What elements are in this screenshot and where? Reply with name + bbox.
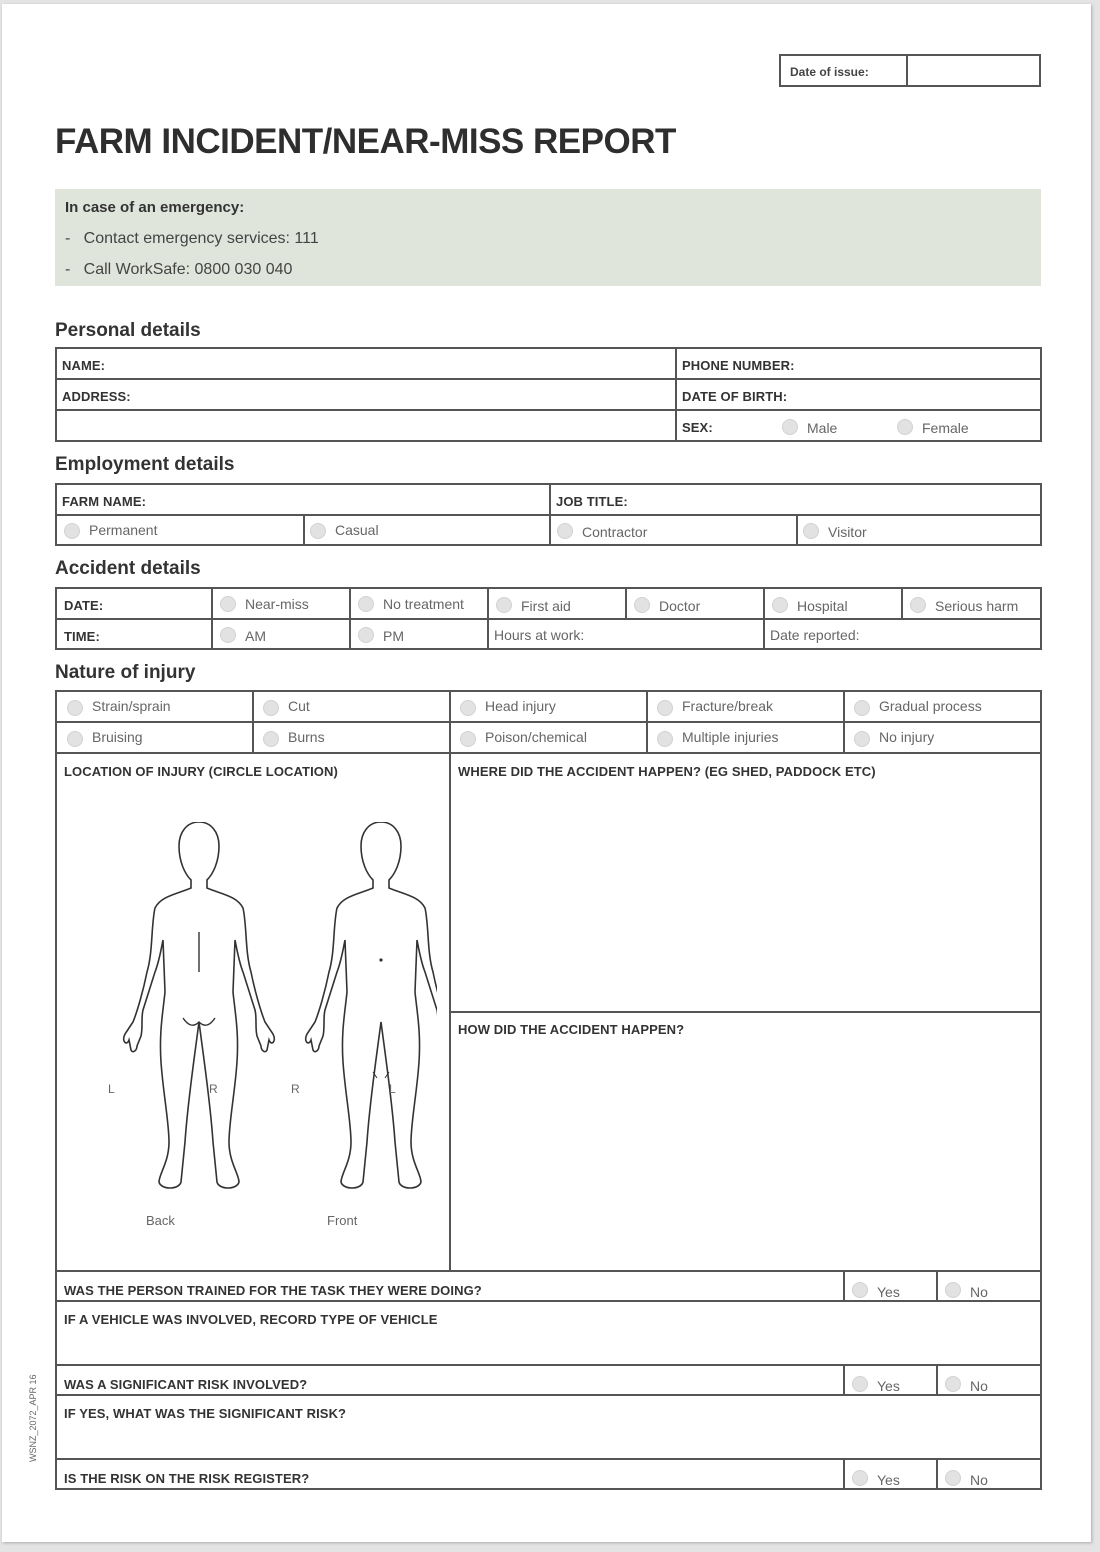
vehicle-question-label: IF A VEHICLE WAS INVOLVED, RECORD TYPE OF VEHICLE (64, 1312, 438, 1327)
permanent-label: Permanent (89, 522, 158, 538)
no-injury-label: No injury (879, 729, 935, 745)
back-left-marker: L (108, 1082, 115, 1096)
contractor-label: Contractor (582, 524, 648, 540)
hospital-label: Hospital (797, 598, 848, 614)
accident-details-table (55, 587, 1042, 650)
sex-female-radio[interactable] (897, 419, 913, 435)
sex-male-radio[interactable] (782, 419, 798, 435)
trained-yes-label: Yes (877, 1284, 900, 1300)
casual-radio[interactable] (310, 523, 326, 539)
near-miss-label: Near-miss (245, 596, 309, 612)
no-treatment-radio[interactable] (358, 596, 374, 612)
doctor-label: Doctor (659, 598, 701, 614)
farm-name-label: FARM NAME: (62, 494, 147, 509)
first-aid-label: First aid (521, 598, 571, 614)
register-no-label: No (970, 1472, 988, 1488)
hospital-radio[interactable] (772, 597, 788, 613)
emergency-line-2: - Call WorkSafe: 0800 030 040 (65, 261, 293, 278)
how-accident-field[interactable] (458, 1044, 1028, 1260)
am-label: AM (245, 628, 266, 644)
am-radio[interactable] (220, 627, 236, 643)
gradual-process-label: Gradual process (879, 698, 982, 714)
first-aid-radio[interactable] (496, 597, 512, 613)
date-reported-label: Date reported: (770, 627, 860, 643)
register-no-radio[interactable] (945, 1470, 961, 1486)
body-diagram[interactable] (77, 822, 437, 1242)
gradual-process-radio[interactable] (854, 700, 870, 716)
front-left-marker: L (389, 1082, 396, 1096)
where-accident-field[interactable] (458, 787, 1028, 1002)
pm-label: PM (383, 628, 404, 644)
permanent-radio[interactable] (64, 523, 80, 539)
trained-no-radio[interactable] (945, 1282, 961, 1298)
location-of-injury-label: LOCATION OF INJURY (CIRCLE LOCATION) (64, 764, 338, 779)
name-field[interactable] (117, 353, 667, 375)
document-code: WSNZ_2072_APR 16 (28, 1374, 38, 1462)
accident-details-heading: Accident details (55, 558, 201, 579)
burns-radio[interactable] (263, 731, 279, 747)
trained-yes-radio[interactable] (852, 1282, 868, 1298)
personal-details-heading: Personal details (55, 320, 201, 341)
trained-question-label: WAS THE PERSON TRAINED FOR THE TASK THEY WERE DOING? (64, 1283, 482, 1298)
emergency-panel (55, 189, 1041, 286)
nature-of-injury-table (55, 690, 1042, 1490)
serious-harm-radio[interactable] (910, 597, 926, 613)
vehicle-field[interactable] (64, 1332, 1029, 1358)
address-field-line-2[interactable] (62, 415, 667, 437)
head-injury-label: Head injury (485, 698, 556, 714)
nature-of-injury-heading: Nature of injury (55, 662, 196, 683)
front-caption: Front (327, 1213, 358, 1228)
date-of-issue-label: Date of issue: (790, 65, 869, 79)
serious-harm-label: Serious harm (935, 598, 1019, 614)
employment-details-table (55, 483, 1042, 546)
risk-yes-label: Yes (877, 1378, 900, 1394)
date-of-issue-box (779, 54, 1041, 87)
hours-at-work-label: Hours at work: (494, 627, 585, 643)
poison-chemical-radio[interactable] (460, 731, 476, 747)
bruising-label: Bruising (92, 729, 143, 745)
personal-details-table (55, 347, 1042, 442)
fracture-break-label: Fracture/break (682, 698, 774, 714)
dob-label: DATE OF BIRTH: (682, 389, 788, 404)
job-title-field[interactable] (647, 489, 1032, 511)
emergency-line-1: - Contact emergency services: 111 (65, 230, 319, 247)
back-figure (124, 822, 275, 1188)
dob-field[interactable] (817, 384, 1032, 406)
risk-what-field[interactable] (64, 1426, 1029, 1452)
register-yes-label: Yes (877, 1472, 900, 1488)
sex-label: SEX: (682, 420, 713, 435)
bruising-radio[interactable] (67, 731, 83, 747)
address-label: ADDRESS: (62, 389, 131, 404)
sex-female-label: Female (922, 420, 969, 436)
register-yes-radio[interactable] (852, 1470, 868, 1486)
multiple-injuries-radio[interactable] (657, 731, 673, 747)
pm-radio[interactable] (358, 627, 374, 643)
fracture-break-radio[interactable] (657, 700, 673, 716)
no-treatment-label: No treatment (383, 596, 464, 612)
multiple-injuries-label: Multiple injuries (682, 729, 779, 745)
front-right-marker: R (291, 1082, 300, 1096)
visitor-label: Visitor (828, 524, 867, 540)
burns-label: Burns (288, 729, 325, 745)
farm-name-field[interactable] (162, 489, 542, 511)
doctor-radio[interactable] (634, 597, 650, 613)
date-label: DATE: (64, 598, 104, 613)
register-question-label: IS THE RISK ON THE RISK REGISTER? (64, 1471, 310, 1486)
cut-label: Cut (288, 698, 310, 714)
strain-sprain-label: Strain/sprain (92, 698, 171, 714)
employment-details-heading: Employment details (55, 454, 235, 475)
cut-radio[interactable] (263, 700, 279, 716)
how-accident-label: HOW DID THE ACCIDENT HAPPEN? (458, 1022, 685, 1037)
risk-no-radio[interactable] (945, 1376, 961, 1392)
name-label: NAME: (62, 358, 106, 373)
where-accident-label: WHERE DID THE ACCIDENT HAPPEN? (EG SHED, PADDOCK ETC) (458, 764, 876, 779)
head-injury-radio[interactable] (460, 700, 476, 716)
visitor-radio[interactable] (803, 523, 819, 539)
front-figure (306, 822, 437, 1188)
risk-question-label: WAS A SIGNIFICANT RISK INVOLVED? (64, 1377, 308, 1392)
back-caption: Back (146, 1213, 175, 1228)
phone-field[interactable] (817, 353, 1032, 375)
back-right-marker: R (209, 1082, 218, 1096)
poison-chemical-label: Poison/chemical (485, 729, 587, 745)
strain-sprain-radio[interactable] (67, 700, 83, 716)
form-page (2, 4, 1091, 1542)
date-of-issue-field[interactable] (913, 60, 1033, 82)
job-title-label: JOB TITLE: (556, 494, 628, 509)
time-label: TIME: (64, 629, 100, 644)
sex-male-label: Male (807, 420, 838, 436)
emergency-heading: In case of an emergency: (65, 199, 245, 216)
no-injury-radio[interactable] (854, 731, 870, 747)
risk-what-label: IF YES, WHAT WAS THE SIGNIFICANT RISK? (64, 1406, 347, 1421)
near-miss-radio[interactable] (220, 596, 236, 612)
trained-no-label: No (970, 1284, 988, 1300)
phone-label: PHONE NUMBER: (682, 358, 795, 373)
casual-label: Casual (335, 522, 379, 538)
contractor-radio[interactable] (557, 523, 573, 539)
risk-yes-radio[interactable] (852, 1376, 868, 1392)
page-title: FARM INCIDENT/NEAR-MISS REPORT (55, 122, 676, 161)
address-field[interactable] (147, 384, 667, 406)
risk-no-label: No (970, 1378, 988, 1394)
